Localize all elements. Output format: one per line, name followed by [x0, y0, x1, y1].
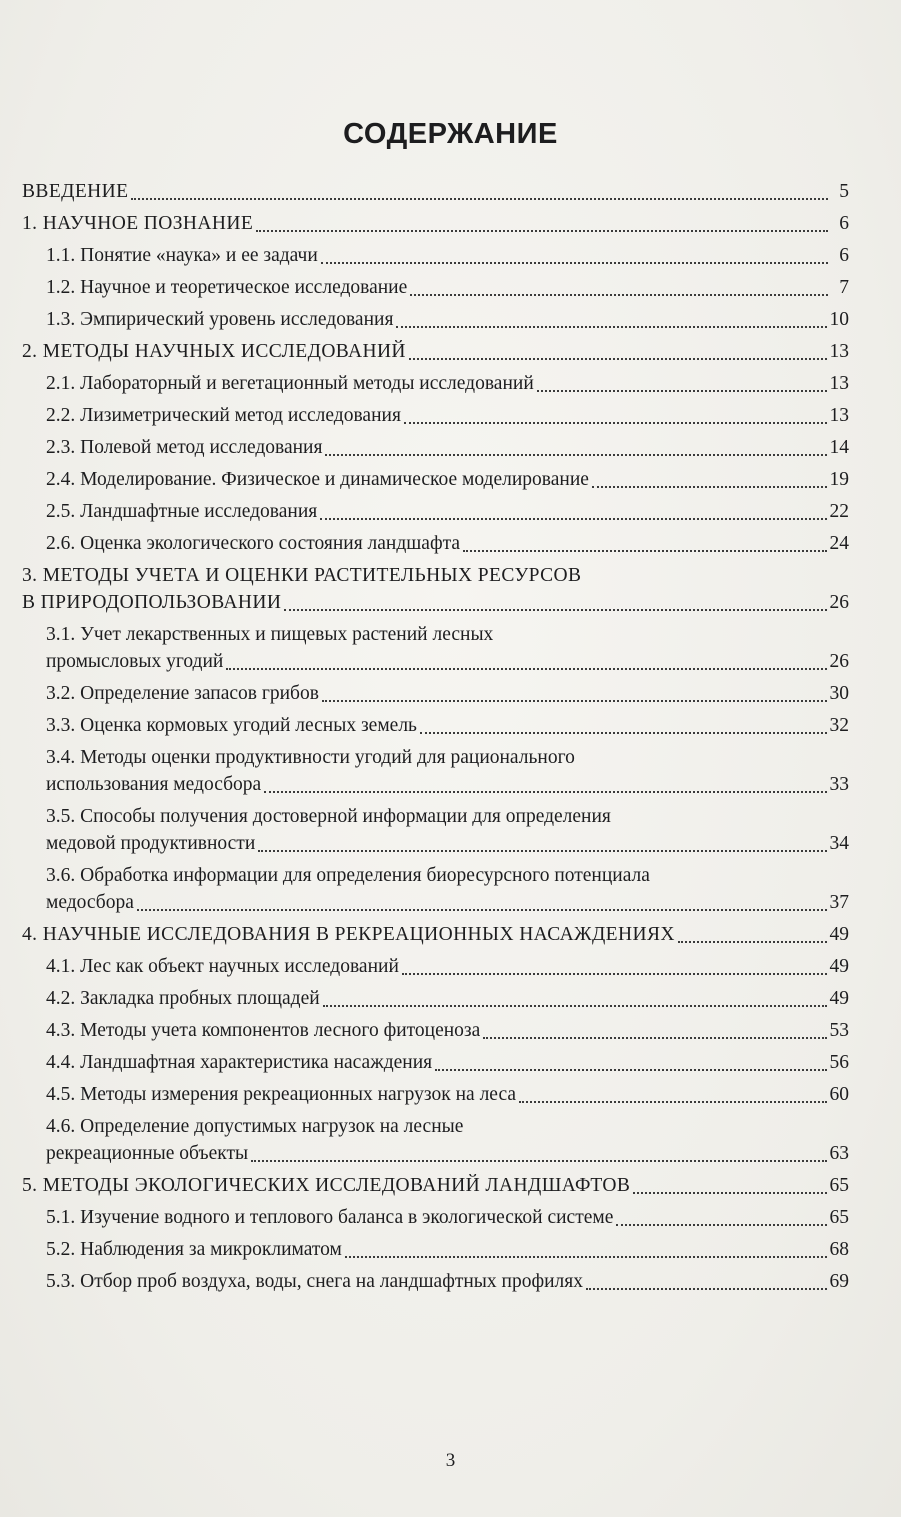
toc-entry[interactable] — [20, 953, 849, 980]
toc-entry-title-line: 3. МЕТОДЫ УЧЕТА И ОЦЕНКИ РАСТИТЕЛЬНЫХ РЕСУРСОВ — [22, 565, 582, 586]
toc-entry-title: 1. НАУЧНОЕ ПОЗНАНИЕ — [22, 213, 254, 234]
dot-leader — [396, 314, 826, 328]
toc-entry-title-line: 3.5. Способы получения достоверной информации для определения — [46, 806, 611, 827]
toc-entry-page: 7 — [839, 277, 849, 298]
toc-entry-page: 33 — [829, 774, 849, 795]
toc-entry[interactable] — [20, 370, 849, 397]
toc-entry-page: 34 — [829, 833, 849, 854]
toc-entry-page: 14 — [829, 437, 849, 458]
toc-entry-title: 4. НАУЧНЫЕ ИССЛЕДОВАНИЯ В РЕКРЕАЦИОННЫХ НАСАЖДЕНИЯХ — [22, 924, 675, 945]
toc-entry-page: 10 — [829, 309, 849, 330]
toc-entry[interactable] — [20, 803, 849, 857]
toc-entry-page: 37 — [829, 892, 849, 913]
toc-entry-title-line: 3.6. Обработка информации для определения биоресурсного потенциала — [46, 865, 650, 886]
toc-entry[interactable] — [20, 402, 849, 429]
toc-entry-page: 5 — [839, 181, 849, 202]
toc-entry-title: медосбора — [46, 892, 134, 913]
toc-entry-title: 5.1. Изучение водного и теплового баланса в экологической системе — [46, 1207, 614, 1228]
dot-leader — [251, 1148, 826, 1162]
dot-leader — [616, 1212, 826, 1226]
toc-entry-title: 1.2. Научное и теоретическое исследование — [46, 277, 408, 298]
dot-leader — [435, 1057, 826, 1071]
toc-entry-page: 13 — [829, 405, 849, 426]
dot-leader — [404, 410, 827, 424]
toc-entry-title: 1.1. Понятие «наука» и ее задачи — [46, 245, 318, 266]
toc-entry-title: 4.5. Методы измерения рекреационных нагрузок на леса — [46, 1084, 516, 1105]
toc-entry-title: 2. МЕТОДЫ НАУЧНЫХ ИССЛЕДОВАНИЙ — [22, 341, 406, 362]
dot-leader — [420, 720, 827, 734]
toc-entry-title: медовой продуктивности — [46, 833, 256, 854]
toc-entry[interactable] — [20, 210, 849, 237]
toc-entry-title: промысловых угодий — [46, 651, 224, 672]
toc-entry-title: 2.5. Ландшафтные исследования — [46, 501, 318, 522]
toc-entry[interactable] — [20, 498, 849, 525]
toc-entry-title: 3.3. Оценка кормовых угодий лесных земель — [46, 715, 417, 736]
toc-entry[interactable] — [20, 242, 849, 269]
toc-entry[interactable] — [20, 862, 849, 916]
dot-leader — [321, 250, 828, 264]
toc-entry-page: 63 — [829, 1143, 849, 1164]
dot-leader — [537, 378, 827, 392]
toc-entry[interactable] — [20, 1204, 849, 1231]
toc-entry-title: 2.6. Оценка экологического состояния ландшафта — [46, 533, 461, 554]
toc-entry[interactable] — [20, 712, 849, 739]
toc-entry-page: 69 — [829, 1271, 849, 1292]
dot-leader — [322, 688, 827, 702]
dot-leader — [323, 993, 827, 1007]
toc-entry[interactable] — [20, 1017, 849, 1044]
toc-entry[interactable] — [20, 921, 849, 948]
toc-entry-page: 26 — [829, 592, 849, 613]
toc-entry[interactable] — [20, 530, 849, 557]
toc-entry-title: использования медосбора — [46, 774, 262, 795]
dot-leader — [325, 442, 826, 456]
toc-entry[interactable] — [20, 338, 849, 365]
toc-entry-page: 65 — [829, 1175, 849, 1196]
dot-leader — [402, 961, 827, 975]
toc-entry-title-line: 3.1. Учет лекарственных и пищевых растений лесных — [46, 624, 494, 645]
toc-entry-page: 65 — [829, 1207, 849, 1228]
toc-entry[interactable] — [20, 1172, 849, 1199]
toc-entry-page: 56 — [829, 1052, 849, 1073]
toc-entry-title: 3.2. Определение запасов грибов — [46, 683, 319, 704]
table-of-contents — [20, 178, 849, 1295]
toc-entry-title: 1.3. Эмпирический уровень исследования — [46, 309, 394, 330]
dot-leader — [592, 474, 827, 488]
toc-entry-title: 4.2. Закладка пробных площадей — [46, 988, 320, 1009]
toc-entry-title: 4.1. Лес как объект научных исследований — [46, 956, 399, 977]
toc-entry-page: 49 — [829, 956, 849, 977]
toc-entry[interactable] — [20, 1049, 849, 1076]
toc-entry-page: 60 — [829, 1084, 849, 1105]
page-title: СОДЕРЖАНИЕ — [343, 118, 558, 150]
dot-leader — [678, 929, 827, 943]
toc-entry-title: 2.2. Лизиметрический метод исследования — [46, 405, 401, 426]
dot-leader — [410, 282, 828, 296]
toc-entry-page: 6 — [839, 245, 849, 266]
toc-entry[interactable] — [20, 178, 849, 205]
toc-entry-title: 2.4. Моделирование. Физическое и динамическое моделирование — [46, 469, 589, 490]
dot-leader — [633, 1180, 826, 1194]
dot-leader — [586, 1276, 827, 1290]
toc-entry[interactable] — [20, 744, 849, 798]
toc-entry-page: 13 — [829, 373, 849, 394]
toc-entry[interactable] — [20, 1268, 849, 1295]
toc-entry-page: 24 — [829, 533, 849, 554]
dot-leader — [409, 346, 827, 360]
toc-entry-page: 13 — [829, 341, 849, 362]
toc-entry-title: 5. МЕТОДЫ ЭКОЛОГИЧЕСКИХ ИССЛЕДОВАНИЙ ЛАНДШАФТОВ — [22, 1175, 631, 1196]
toc-entry-page: 22 — [829, 501, 849, 522]
toc-entry-page: 32 — [829, 715, 849, 736]
dot-leader — [131, 186, 828, 200]
toc-entry-title: рекреационные объекты — [46, 1143, 249, 1164]
toc-entry[interactable] — [20, 1113, 849, 1167]
toc-entry-page: 49 — [829, 924, 849, 945]
toc-entry-page: 49 — [829, 988, 849, 1009]
toc-entry-title: 2.1. Лабораторный и вегетационный методы исследований — [46, 373, 534, 394]
toc-entry[interactable] — [20, 621, 849, 675]
dot-leader — [264, 779, 826, 793]
page-number: 3 — [445, 1450, 456, 1471]
toc-entry-page: 6 — [839, 213, 849, 234]
toc-entry[interactable] — [20, 306, 849, 333]
dot-leader — [320, 506, 826, 520]
toc-entry-title: 5.3. Отбор проб воздуха, воды, снега на ландшафтных профилях — [46, 1271, 583, 1292]
toc-entry-title: 4.3. Методы учета компонентов лесного фитоценоза — [46, 1020, 481, 1041]
dot-leader — [258, 838, 826, 852]
toc-entry-title-line: 3.4. Методы оценки продуктивности угодий для рационального — [46, 747, 575, 768]
toc-entry-page: 26 — [829, 651, 849, 672]
toc-entry[interactable] — [20, 985, 849, 1012]
dot-leader — [137, 897, 827, 911]
dot-leader — [284, 597, 826, 611]
toc-entry[interactable] — [20, 274, 849, 301]
dot-leader — [345, 1244, 827, 1258]
dot-leader — [463, 538, 826, 552]
toc-entry[interactable] — [20, 434, 849, 461]
toc-entry-title: В ПРИРОДОПОЛЬЗОВАНИИ — [22, 592, 282, 613]
dot-leader — [256, 218, 828, 232]
toc-entry[interactable] — [20, 562, 849, 616]
toc-entry-title: 2.3. Полевой метод исследования — [46, 437, 323, 458]
dot-leader — [519, 1089, 827, 1103]
toc-entry-title: ВВЕДЕНИЕ — [22, 181, 129, 202]
toc-entry-page: 68 — [829, 1239, 849, 1260]
toc-entry[interactable] — [20, 1236, 849, 1263]
toc-entry-page: 30 — [829, 683, 849, 704]
dot-leader — [226, 656, 826, 670]
toc-entry-page: 53 — [829, 1020, 849, 1041]
toc-entry[interactable] — [20, 466, 849, 493]
toc-entry[interactable] — [20, 680, 849, 707]
toc-entry[interactable] — [20, 1081, 849, 1108]
toc-entry-title: 5.2. Наблюдения за микроклиматом — [46, 1239, 342, 1260]
toc-entry-page: 19 — [829, 469, 849, 490]
dot-leader — [483, 1025, 826, 1039]
toc-entry-title-line: 4.6. Определение допустимых нагрузок на лесные — [46, 1116, 464, 1137]
toc-entry-title: 4.4. Ландшафтная характеристика насаждения — [46, 1052, 433, 1073]
